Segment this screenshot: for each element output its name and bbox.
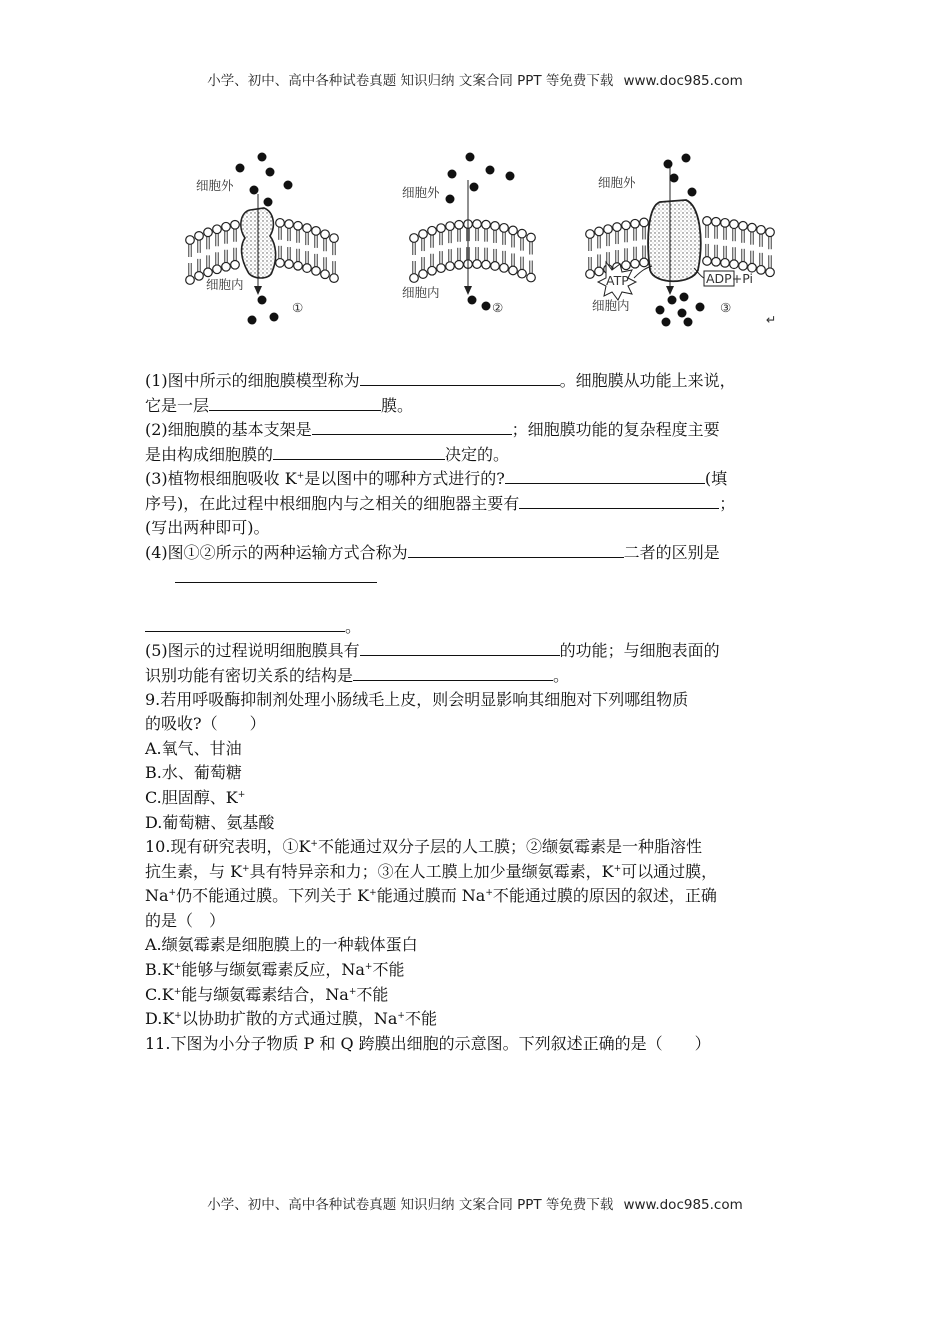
- answer-blank[interactable]: [209, 393, 381, 411]
- lipid-head-inner: [482, 248, 491, 269]
- q8-line: [145, 393, 815, 418]
- q8-line: [145, 540, 815, 565]
- q10-text: 仍不能通过膜。下列关于 K: [176, 886, 370, 906]
- superscript: +: [310, 839, 318, 850]
- lipid-head-outer: [419, 230, 428, 251]
- lipid-head-inner: [527, 261, 536, 282]
- lipid-head-outer: [204, 228, 213, 249]
- q8-text: 二者的区别是: [623, 543, 720, 563]
- superscript: +: [168, 888, 177, 899]
- lipid-head-outer: [757, 226, 766, 247]
- q8-line: [145, 614, 815, 639]
- lipid-head-inner: [730, 247, 739, 268]
- lipid-head-outer: [595, 227, 604, 248]
- q11-stem: 11.下图为小分子物质 P 和 Q 跨膜出细胞的示意图。下列叙述正确的是（ ）: [145, 1033, 711, 1053]
- q10-text: 可以通过膜，: [621, 861, 718, 881]
- answer-blank[interactable]: [519, 491, 719, 509]
- q8-line: [145, 565, 815, 614]
- q10-line: [145, 835, 815, 860]
- inside-label-1: 细胞内: [206, 277, 244, 292]
- lipid-head-outer: [509, 226, 518, 247]
- header-text: 小学、初中、高中各种试卷真题 知识归纳 文案合同 PPT 等免费下载: [207, 73, 614, 89]
- lipid-head-inner: [294, 249, 303, 270]
- lipid-head-inner: [739, 249, 748, 270]
- superscript: +: [485, 888, 493, 899]
- lipid-head-inner: [586, 257, 595, 278]
- lipid-head-inner: [410, 261, 419, 282]
- lipid-head-outer: [186, 236, 195, 257]
- q8-line: [145, 638, 815, 663]
- q8-text: (填: [704, 469, 728, 489]
- lipid-head-outer: [613, 223, 622, 244]
- page-footer: [0, 1193, 950, 1213]
- lipid-head-outer: [222, 222, 231, 243]
- option-text: C.胆固醇、K: [145, 787, 238, 807]
- q8-text: 序号)，在此过程中根细胞内与之相关的细胞器主要有: [145, 493, 520, 513]
- header-url[interactable]: www.doc985.com: [623, 73, 743, 89]
- lipid-head-inner: [595, 254, 604, 275]
- q10-text: 具有特异亲和力；③在人工膜上加少量缬氨霉素，K: [249, 861, 614, 881]
- return-mark: ↵: [766, 312, 777, 327]
- q10-text: 10.现有研究表明，①K: [145, 837, 311, 857]
- option-text: B.K: [145, 960, 174, 980]
- lipid-head-inner: [419, 257, 428, 278]
- lipid-head-inner: [455, 248, 464, 269]
- question-content: [145, 368, 815, 1056]
- q8-line: [145, 491, 815, 516]
- answer-blank[interactable]: [175, 565, 377, 583]
- q8-text: 膜。: [381, 395, 414, 415]
- q10-option-d[interactable]: [145, 1007, 815, 1032]
- option-text: D.K: [145, 1009, 175, 1029]
- lipid-head-outer: [303, 224, 312, 245]
- lipid-head-outer: [482, 220, 491, 241]
- panel-3-active-transport: [586, 154, 777, 328]
- option-text: 能与缬氨霉素结合，Na: [181, 984, 349, 1004]
- lipid-head-outer: [446, 222, 455, 243]
- lipid-head-outer: [604, 225, 613, 246]
- lipid-head-outer: [739, 222, 748, 243]
- lipid-head-inner: [766, 255, 775, 276]
- q9-stem: 9.若用呼吸酶抑制剂处理小肠绒毛上皮，则会明显影响其细胞对下列哪组物质: [145, 689, 689, 709]
- q10-text: 抗生素，与 K: [145, 861, 243, 881]
- lipid-head-outer: [721, 219, 730, 240]
- lipid-head-inner: [330, 261, 339, 282]
- outside-label-1: 细胞外: [196, 178, 234, 193]
- lipid-head-inner: [303, 251, 312, 272]
- lipid-head-inner: [321, 257, 330, 278]
- lipid-head-outer: [410, 234, 419, 255]
- lipid-head-inner: [757, 253, 766, 274]
- superscript: +: [613, 863, 622, 874]
- q8-text: 。细胞膜从功能上来说，: [559, 371, 736, 390]
- lipid-head-inner: [213, 252, 222, 273]
- lipid-head-outer: [640, 218, 649, 239]
- q9-option-a[interactable]: A.氧气、甘油: [145, 738, 242, 758]
- q8-text: ；细胞膜功能的复杂程度主要: [511, 420, 720, 440]
- answer-blank[interactable]: [312, 417, 512, 435]
- lipid-head-outer: [518, 229, 527, 250]
- answer-blank[interactable]: [353, 663, 553, 681]
- lipid-head-inner: [712, 245, 721, 266]
- lipid-head-inner: [204, 255, 213, 276]
- q10-stem-end: 的是（ ）: [145, 910, 226, 930]
- panel-number-2: ②: [492, 300, 504, 315]
- q8-text: 的功能；与细胞表面的: [559, 641, 720, 661]
- q9-option-c[interactable]: [145, 786, 815, 811]
- panel-1-channel: [186, 153, 339, 325]
- q8-text: 是以图中的哪种方式进行的?: [304, 469, 505, 489]
- lipid-head-outer: [730, 220, 739, 241]
- superscript: +: [369, 888, 377, 899]
- lipid-head-outer: [712, 217, 721, 238]
- q8-text: (写出两种即可)。: [145, 517, 270, 537]
- lipid-head-inner: [285, 247, 294, 268]
- option-text: C.K: [145, 984, 174, 1004]
- lipid-head-outer: [622, 221, 631, 242]
- footer-text: 小学、初中、高中各种试卷真题 知识归纳 文案合同 PPT 等免费下载: [207, 1197, 614, 1213]
- q10-text: Na: [145, 886, 169, 906]
- bilayer-2: [410, 220, 536, 283]
- lipid-head-inner: [622, 248, 631, 269]
- lipid-head-outer: [321, 230, 330, 251]
- q8-text: 决定的。: [445, 444, 510, 464]
- lipid-head-outer: [631, 219, 640, 240]
- lipid-head-inner: [428, 254, 437, 275]
- superscript: +: [237, 789, 246, 800]
- panel-number-3: ③: [720, 300, 732, 315]
- lipid-head-inner: [491, 249, 500, 270]
- q9-option-b[interactable]: B.水、葡萄糖: [145, 763, 242, 783]
- q8-line: [145, 516, 815, 541]
- q10-option-a[interactable]: A.缬氨霉素是细胞膜上的一种载体蛋白: [145, 935, 418, 955]
- membrane-transport-figure: [0, 140, 950, 340]
- superscript: +: [242, 863, 250, 874]
- lipid-head-inner: [437, 251, 446, 272]
- inside-label-2: 细胞内: [402, 285, 440, 300]
- q8-text: (5)图示的过程说明细胞膜具有: [145, 641, 360, 661]
- q10-option-c[interactable]: [145, 983, 815, 1008]
- lipid-head-outer: [500, 224, 509, 245]
- q8-text: 。: [345, 616, 362, 636]
- q8-text: 识别功能有密切关系的结构是: [145, 665, 354, 685]
- lipid-head-inner: [640, 245, 649, 266]
- q8-line: [145, 466, 815, 491]
- q10-text: 不能通过膜的原因的叙述，正确: [492, 886, 717, 906]
- q10-option-b[interactable]: [145, 958, 815, 983]
- lipid-head-outer: [491, 222, 500, 243]
- answer-blank[interactable]: [360, 368, 560, 386]
- lipid-head-inner: [276, 246, 285, 267]
- q9-option-d[interactable]: D.葡萄糖、氨基酸: [145, 812, 275, 832]
- outside-label-2: 细胞外: [402, 185, 440, 200]
- q8-line: [145, 417, 815, 442]
- answer-blank[interactable]: [145, 614, 345, 632]
- lipid-head-outer: [455, 220, 464, 241]
- lipid-head-inner: [500, 251, 509, 272]
- answer-blank[interactable]: [408, 540, 624, 558]
- lipid-head-inner: [231, 248, 240, 269]
- lipid-head-inner: [509, 253, 518, 274]
- lipid-head-inner: [222, 250, 231, 271]
- lipid-head-outer: [473, 220, 482, 241]
- lipid-head-outer: [428, 226, 437, 247]
- lipid-head-outer: [276, 219, 285, 240]
- adp-label: ADP+Pi: [706, 271, 753, 286]
- panel-number-1: ①: [292, 300, 304, 315]
- q10-text: 能通过膜而 Na: [376, 886, 486, 906]
- lipid-head-outer: [312, 227, 321, 248]
- q8-text: ；: [719, 493, 736, 513]
- lipid-head-inner: [446, 249, 455, 270]
- lipid-head-inner: [631, 247, 640, 268]
- lipid-head-outer: [527, 233, 536, 254]
- lipid-head-inner: [518, 257, 527, 278]
- lipid-head-outer: [294, 221, 303, 242]
- q10-text: 不能通过双分子层的人工膜；②缬氨霉素是一种脂溶性: [317, 837, 702, 857]
- footer-url[interactable]: www.doc985.com: [623, 1197, 743, 1213]
- superscript: +: [296, 471, 305, 482]
- answer-blank[interactable]: [360, 638, 560, 656]
- lipid-head-inner: [312, 254, 321, 275]
- superscript: +: [364, 962, 373, 973]
- lipid-head-inner: [703, 244, 712, 265]
- superscript: +: [173, 986, 182, 997]
- carrier-protein-3: [648, 200, 701, 281]
- lipid-head-outer: [437, 224, 446, 245]
- inside-label-3: 细胞内: [592, 298, 630, 313]
- superscript: +: [174, 1011, 182, 1022]
- lipid-head-outer: [766, 228, 775, 249]
- option-text: 不能: [372, 960, 405, 980]
- lipid-head-outer: [231, 220, 240, 241]
- q8-text: (3)植物根细胞吸收 K: [145, 469, 297, 489]
- q8-text: (1)图中所示的细胞膜模型称为: [145, 371, 360, 390]
- option-text: 不能: [404, 1009, 437, 1029]
- lipid-head-inner: [721, 246, 730, 267]
- lipid-head-inner: [473, 247, 482, 268]
- q9-stem: 的吸收?（ ）: [145, 714, 266, 734]
- lipid-head-inner: [195, 259, 204, 280]
- lipid-head-outer: [330, 234, 339, 255]
- q8-text: (2)细胞膜的基本支架是: [145, 420, 312, 440]
- panel-2-free-diffusion: [402, 153, 535, 316]
- atp-label: ATP: [606, 273, 629, 288]
- q8-text: 是由构成细胞膜的: [145, 444, 274, 464]
- superscript: +: [397, 1011, 405, 1022]
- answer-blank[interactable]: [273, 442, 445, 460]
- q8-line: [145, 368, 815, 393]
- q8-line: [145, 442, 815, 467]
- q8-line: [145, 663, 815, 688]
- option-text: 以协助扩散的方式通过膜，Na: [181, 1009, 398, 1029]
- option-text: 能够与缬氨霉素反应，Na: [181, 960, 365, 980]
- q10-line: [145, 884, 815, 909]
- answer-blank[interactable]: [505, 466, 705, 484]
- lipid-head-outer: [748, 223, 757, 244]
- q8-text: 。: [553, 665, 570, 685]
- lipid-head-outer: [586, 230, 595, 251]
- option-text: 不能: [356, 984, 389, 1004]
- lipid-head-outer: [703, 217, 712, 238]
- q8-text: 它是一层: [145, 395, 210, 415]
- lipid-head-inner: [186, 263, 195, 284]
- superscript: +: [173, 962, 182, 973]
- lipid-head-outer: [285, 220, 294, 241]
- lipid-head-outer: [213, 225, 222, 246]
- q8-text: (4)图①②所示的两种运输方式合称为: [145, 543, 408, 563]
- q10-line: [145, 860, 815, 885]
- lipid-head-outer: [195, 232, 204, 253]
- page-header: [0, 69, 950, 89]
- lipid-head-inner: [748, 251, 757, 272]
- outside-label-3: 细胞外: [598, 175, 636, 190]
- superscript: +: [348, 986, 357, 997]
